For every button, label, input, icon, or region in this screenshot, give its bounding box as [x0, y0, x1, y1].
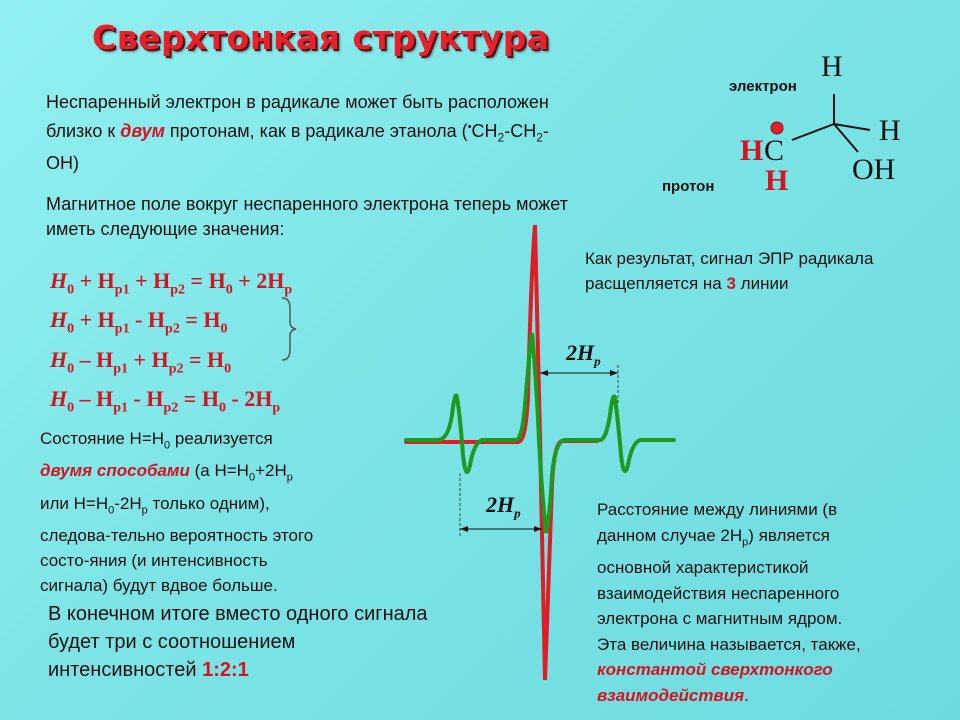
state-emphasis: двумя способами	[40, 461, 190, 481]
eq-term: – H	[74, 386, 114, 412]
state-text: -2H	[114, 493, 142, 513]
formula-part: -CH	[504, 121, 537, 141]
eq-term: H	[50, 307, 68, 333]
distance-text: данном случае 2H	[597, 525, 743, 545]
electron-label: электрон	[729, 78, 797, 95]
epr-spectrum	[400, 215, 690, 695]
eq-sub: 0	[225, 282, 233, 298]
eq-term: - 2H	[225, 386, 273, 412]
eq-sub: p1	[114, 321, 130, 337]
equation-1	[50, 266, 292, 305]
state-text: реализуется	[170, 429, 273, 448]
proton-label: протон	[662, 178, 715, 195]
eq-sub: p1	[114, 282, 130, 298]
slide-title: Сверхтонкая структура	[92, 18, 550, 57]
state-line-5: состо-яния (и интенсивность	[40, 551, 268, 571]
state-paragraph	[40, 426, 400, 598]
eq-sub: 0	[67, 400, 75, 416]
label-2hp-bottom	[486, 492, 521, 521]
eq-sub: p2	[170, 282, 186, 298]
formula-sub: 2	[497, 130, 505, 145]
eq-term: + 2H	[232, 268, 285, 293]
state-line-2	[40, 458, 400, 490]
eq-term: + H	[129, 268, 171, 293]
distance-text: .	[744, 685, 749, 705]
line-count: 3	[726, 274, 736, 293]
eq-sub: 0	[67, 361, 75, 377]
eq-sub: p	[284, 282, 293, 298]
distance-emphasis-2: взаимодействия	[597, 685, 745, 705]
state-line-1	[40, 426, 400, 458]
eq-term: - H	[128, 386, 164, 412]
distance-line-3: основной характеристикой	[597, 558, 809, 578]
distance-sub: p	[742, 535, 749, 548]
eq-term: H	[50, 346, 68, 372]
intro-text-2: протонам, как в радикале этанола (	[164, 121, 468, 141]
eq-sub: 0	[67, 282, 75, 298]
distance-emphasis-1: константой сверхтонкого	[597, 660, 833, 680]
state-line-4: следова-тельно вероятность этого	[40, 526, 314, 546]
eq-term: = H	[183, 346, 225, 372]
carbon-atom: C	[764, 134, 785, 167]
radical-dot: •	[467, 121, 472, 133]
distance-line-4: взаимодействия неспаренного	[597, 583, 840, 603]
state-text: Состояние H=H	[40, 429, 165, 448]
eq-term: – H	[74, 346, 114, 372]
state-text: или H=H	[40, 493, 109, 513]
distance-text: ) является	[748, 525, 830, 545]
eq-sub: p	[272, 400, 281, 416]
electron-dot-icon	[771, 122, 783, 134]
state-sub: p	[286, 471, 293, 484]
h-top: H	[821, 50, 843, 83]
final-paragraph	[48, 600, 448, 684]
label-2hp-top	[566, 340, 601, 369]
label-2hp-text: 2H	[566, 340, 595, 365]
distance-line-1: Расстояние между линиями (в	[597, 500, 838, 519]
state-text: только одним),	[147, 493, 270, 513]
magnetic-text: Магнитное поле вокруг неспаренного электрона теперь может иметь следующие значения:	[46, 194, 568, 239]
final-text: В конечном итоге вместо одного сигнала будет три с соотношением интенсивностей	[48, 603, 428, 681]
eq-term: + H	[74, 268, 115, 293]
equations-block	[50, 266, 292, 424]
eq-sub: p1	[113, 400, 129, 416]
state-line-6: сигнала) будут вдвое больше.	[40, 576, 278, 596]
eq-sub: p2	[165, 321, 180, 337]
formula-sub: 2	[536, 130, 543, 145]
eq-term: + H	[128, 346, 169, 372]
label-2hp-sub: p	[514, 505, 521, 521]
intro-paragraph	[46, 90, 576, 176]
state-sub: 0	[108, 504, 115, 517]
eq-term: = H	[185, 268, 226, 293]
h-right: H	[879, 114, 901, 147]
eq-term: - H	[129, 307, 166, 333]
state-line-3	[40, 491, 400, 523]
intro-text-1: Неспаренный электрон в радикале может быть расположен близко к	[46, 92, 549, 141]
red-signal-curve	[406, 225, 597, 680]
eq-sub: p2	[163, 400, 179, 416]
intensity-ratio: 1:2:1	[202, 659, 249, 681]
label-2hp-sub: p	[594, 353, 601, 369]
eq-sub: 0	[67, 321, 75, 337]
eq-term: = H	[179, 307, 221, 333]
state-sub: 0	[164, 439, 171, 452]
equation-2	[50, 305, 292, 344]
eq-term: H	[50, 268, 68, 293]
eq-term: H	[50, 386, 68, 412]
label-2hp-text: 2H	[486, 492, 515, 517]
eq-sub: p1	[113, 361, 129, 377]
state-sub: 0	[248, 471, 256, 484]
proton-h-1: H	[740, 134, 764, 167]
eq-sub: p2	[168, 361, 184, 377]
proton-h-2: H	[765, 164, 789, 197]
eq-term: = H	[178, 386, 219, 412]
eq-sub: 0	[224, 361, 232, 377]
eq-sub: 0	[218, 400, 226, 416]
equation-4	[50, 384, 292, 423]
oh-group: OH	[852, 153, 896, 186]
result-text: Как результат, сигнал ЭПР радикала расщепляется на	[585, 249, 874, 293]
result-text: линии	[735, 274, 789, 293]
eq-sub: 0	[220, 321, 228, 337]
equation-brace	[278, 296, 298, 362]
eq-term: + H	[74, 307, 115, 333]
distance-line-6: Эта величина называется, также,	[597, 634, 861, 654]
state-sub: p	[141, 504, 148, 517]
state-text: (а H=H	[189, 461, 249, 481]
formula-part: -OH)	[46, 121, 549, 173]
distance-line-5: электрона с магнитным ядром.	[597, 609, 843, 629]
formula-part: CH	[471, 121, 498, 141]
state-text: +2H	[255, 461, 287, 481]
intro-emphasis: двум	[120, 121, 165, 141]
equation-3	[50, 345, 292, 384]
